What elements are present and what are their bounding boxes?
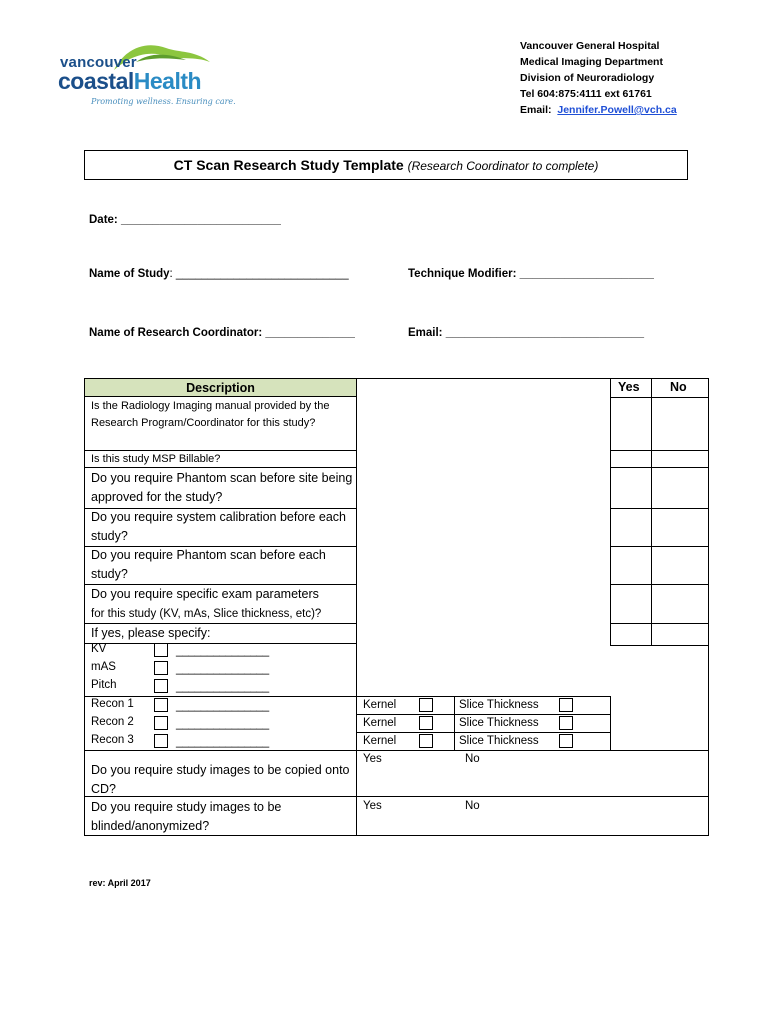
kernel-checkbox-2[interactable]	[419, 716, 433, 730]
question-calibration: Do you require system calibration before each study?	[91, 510, 346, 543]
param-label-pitch: Pitch	[91, 679, 117, 691]
kernel-label-1: Kernel	[363, 699, 397, 711]
email-line: Email: Jennifer.Powell@vch.ca	[520, 104, 677, 116]
blinded-no-option[interactable]: No	[465, 800, 480, 812]
param-label-recon3: Recon 3	[91, 734, 134, 746]
cd-no-option[interactable]: No	[465, 753, 480, 765]
param-checkbox-pitch[interactable]	[154, 679, 168, 693]
question-blinded: Do you require study images to be blinded/anonymized?	[91, 800, 282, 833]
header-address	[520, 38, 677, 118]
vch-logo	[58, 40, 236, 112]
param-blank-pitch[interactable]: _______________	[176, 681, 269, 693]
slice-label-2: Slice Thickness	[459, 717, 539, 729]
form-title-box	[84, 150, 688, 180]
hospital-name: Vancouver General Hospital	[520, 40, 660, 52]
param-checkbox-recon3[interactable]	[154, 734, 168, 748]
coordinator-email-field[interactable]: Email: _______________________________	[408, 327, 644, 339]
question-imaging-manual: Is the Radiology Imaging manual provided by the Research Program/Coordinator for this study?	[91, 400, 330, 429]
blinded-yes-option[interactable]: Yes	[363, 800, 382, 812]
param-checkbox-kv[interactable]	[154, 643, 168, 657]
phone-number: Tel 604:875:4111 ext 61761	[520, 88, 652, 100]
param-checkbox-recon1[interactable]	[154, 698, 168, 712]
question-exam-parameters: Do you require specific exam parameters for this study (KV, mAs, Slice thickness, etc)?	[91, 587, 322, 620]
kernel-checkbox-1[interactable]	[419, 698, 433, 712]
logo-vancouver: vancouver	[60, 54, 137, 71]
email-link[interactable]: Jennifer.Powell@vch.ca	[557, 104, 677, 116]
param-label-mas: mAS	[91, 661, 116, 673]
no-header: No	[670, 380, 687, 394]
question-phantom-each: Do you require Phantom scan before each study?	[91, 548, 326, 581]
kernel-label-2: Kernel	[363, 717, 397, 729]
param-blank-recon1[interactable]: _______________	[176, 700, 269, 712]
yes-header: Yes	[618, 380, 640, 394]
form-title: CT Scan Research Study Template	[173, 157, 404, 173]
param-label-recon1: Recon 1	[91, 698, 134, 710]
coordinator-name-field[interactable]: Name of Research Coordinator: ______________	[89, 327, 355, 339]
kernel-checkbox-3[interactable]	[419, 734, 433, 748]
param-label-kv: KV	[91, 643, 107, 655]
param-blank-recon3[interactable]: _______________	[176, 736, 269, 748]
department-name: Medical Imaging Department	[520, 56, 663, 68]
division-name: Division of Neuroradiology	[520, 72, 655, 84]
slice-checkbox-3[interactable]	[559, 734, 573, 748]
slice-checkbox-1[interactable]	[559, 698, 573, 712]
question-specify: If yes, please specify:	[91, 626, 211, 640]
slice-checkbox-2[interactable]	[559, 716, 573, 730]
cd-yes-option[interactable]: Yes	[363, 753, 382, 765]
study-name-field[interactable]: Name of Study: ___________________________	[89, 268, 349, 280]
technique-modifier-field[interactable]: Technique Modifier: _____________________	[408, 268, 654, 280]
question-phantom-site: Do you require Phantom scan before site being approved for the study?	[91, 471, 353, 504]
description-header: Description	[85, 379, 356, 397]
question-msp-billable: Is this study MSP Billable?	[91, 453, 221, 465]
date-field[interactable]: Date: _________________________	[89, 214, 281, 226]
slice-label-3: Slice Thickness	[459, 735, 539, 747]
param-label-recon2: Recon 2	[91, 716, 134, 728]
logo-coastal-health: coastalHealth	[58, 68, 202, 94]
revision-date: rev: April 2017	[89, 878, 151, 888]
param-blank-recon2[interactable]: _______________	[176, 718, 269, 730]
kernel-label-3: Kernel	[363, 735, 397, 747]
form-subtitle: (Research Coordinator to complete)	[407, 159, 599, 173]
param-blank-kv[interactable]: _______________	[176, 645, 269, 657]
slice-label-1: Slice Thickness	[459, 699, 539, 711]
param-blank-mas[interactable]: _______________	[176, 663, 269, 675]
param-checkbox-mas[interactable]	[154, 661, 168, 675]
logo-tagline: Promoting wellness. Ensuring care.	[91, 97, 236, 106]
param-checkbox-recon2[interactable]	[154, 716, 168, 730]
question-copy-cd: Do you require study images to be copied onto CD?	[91, 763, 350, 796]
